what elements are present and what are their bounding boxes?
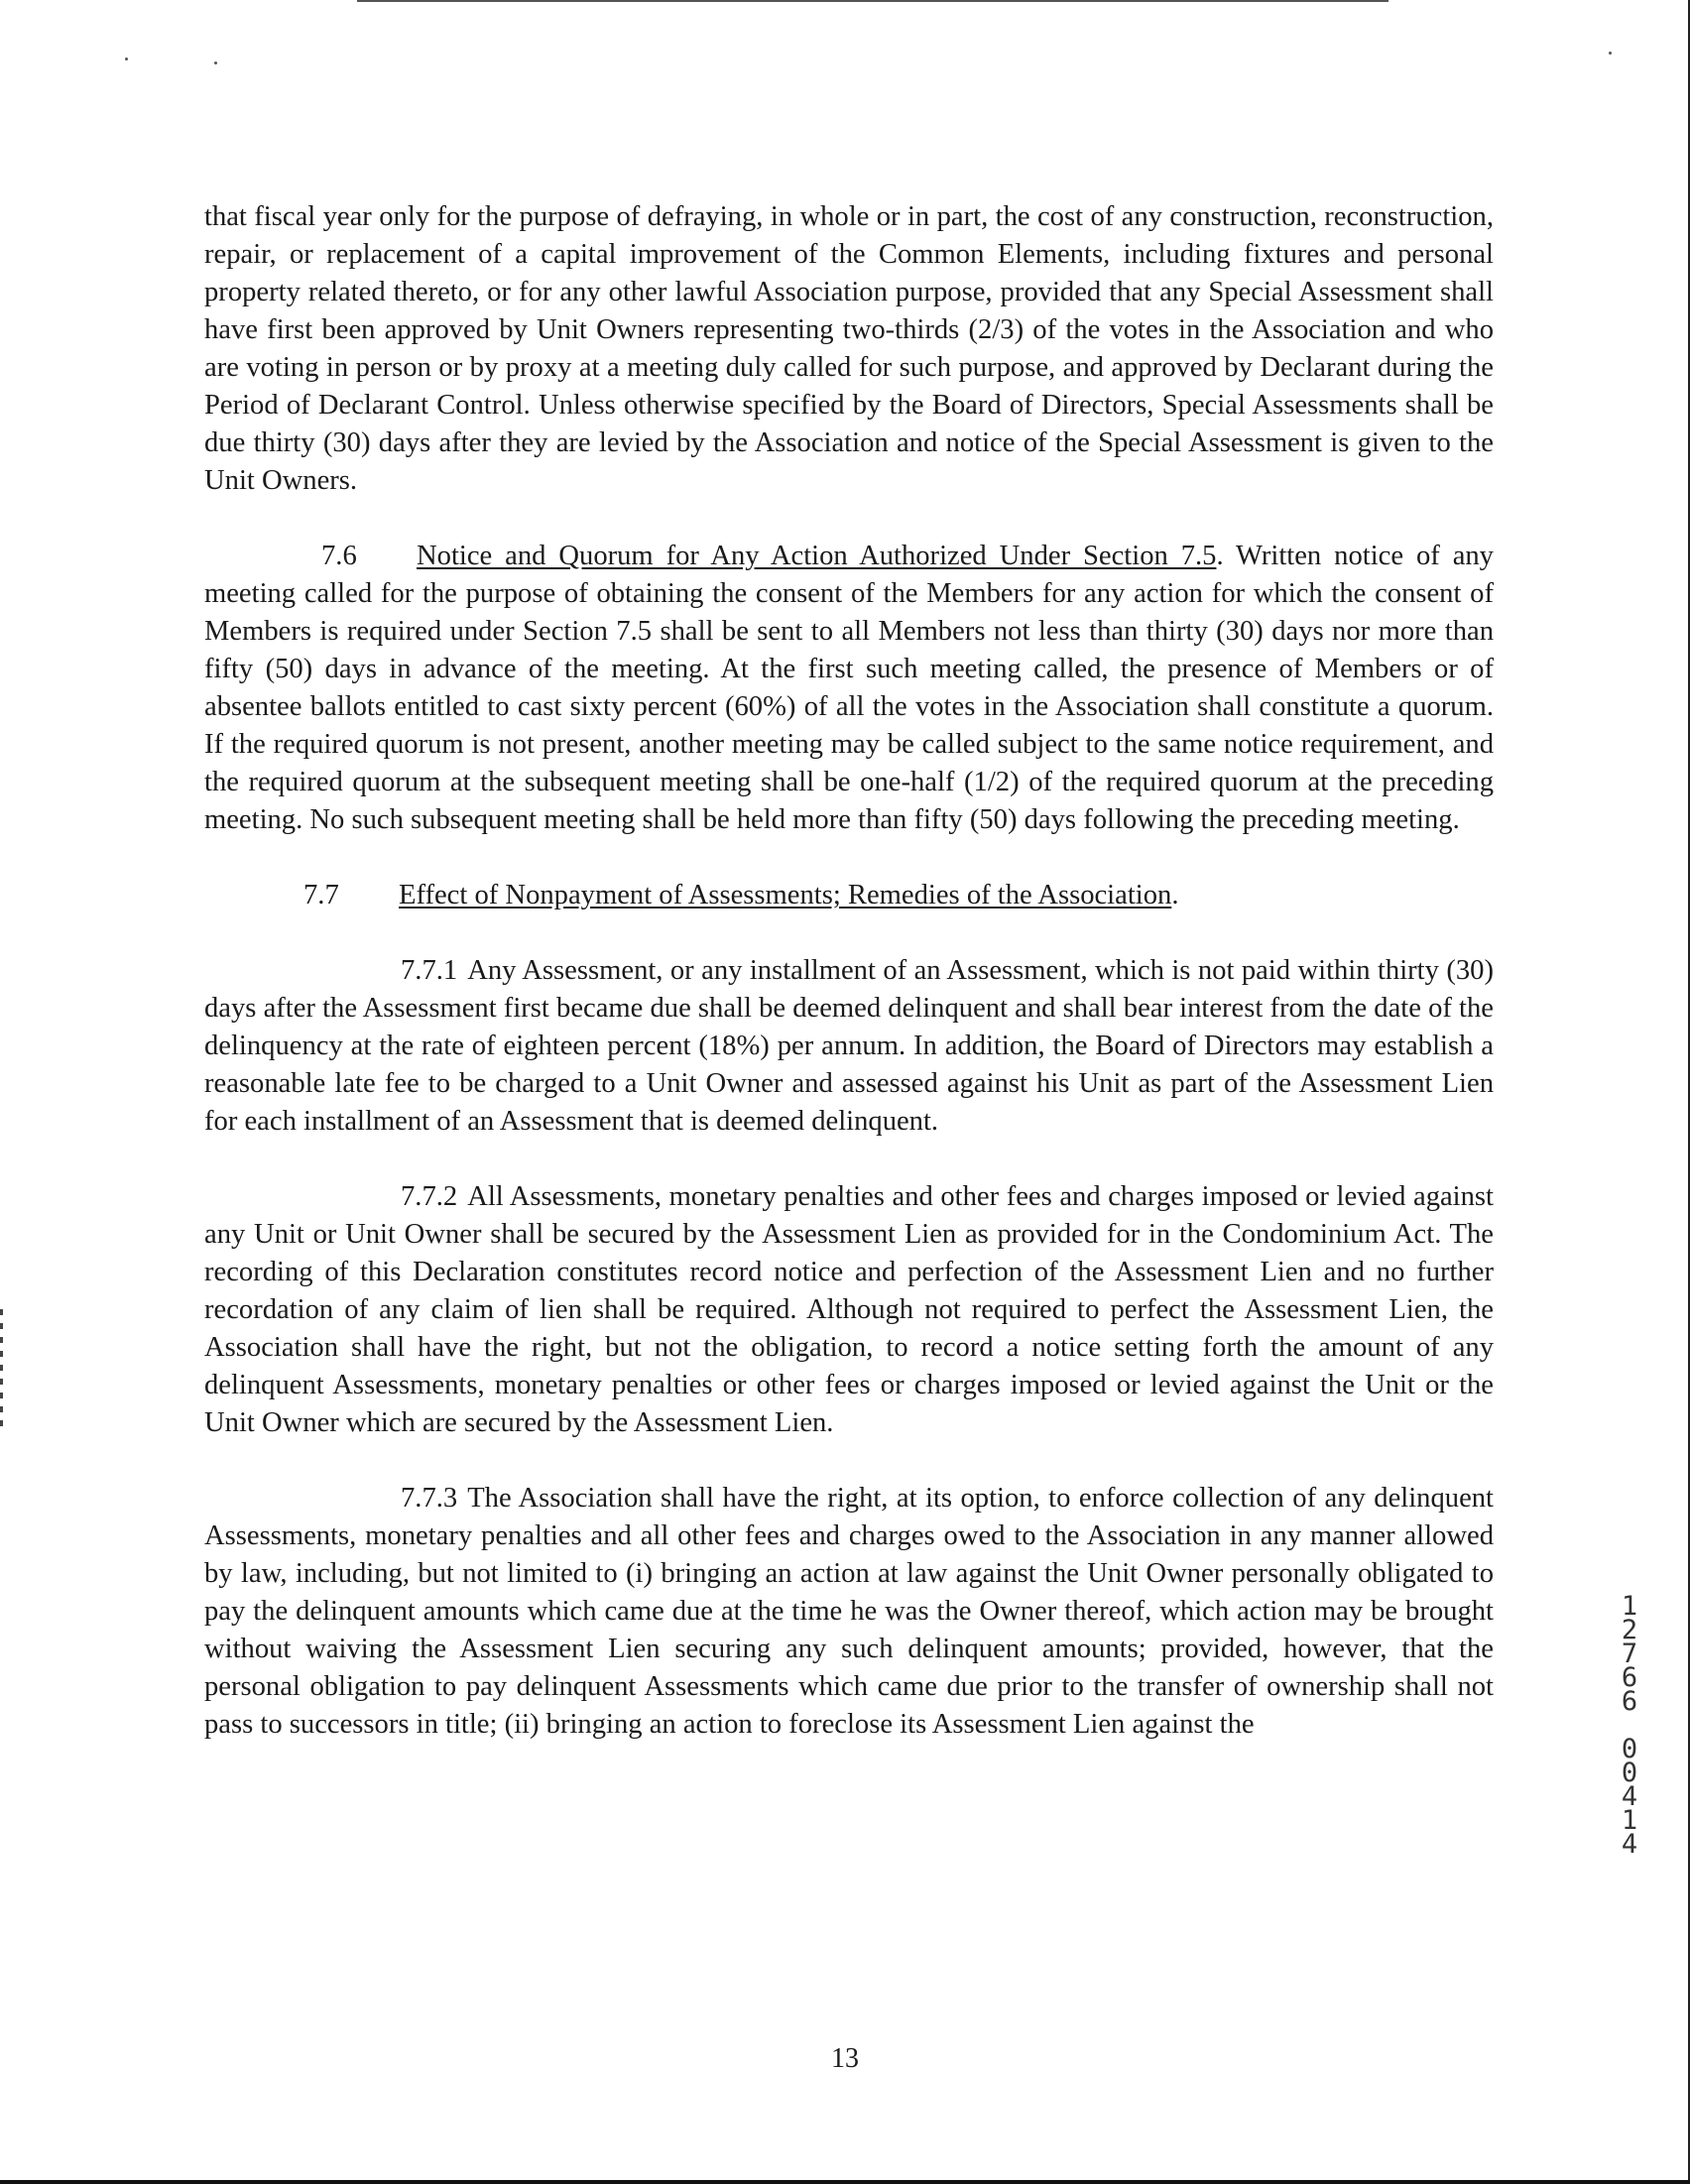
scan-edge-bottom [0,2180,1690,2184]
stamp-digit: 0 [1621,1758,1638,1788]
subsection-body: The Association shall have the right, at its option, to enforce collection of any delinquent Assessments, monetary penalties and all other fees and charges owed to the Association in any manner allowed by law, including, but not limited to (i) bringing an action at law against the Unit Owner personally obligated to pay the delinquent amounts which came due at the time he was the Owner thereof, which action may be brought without waiving the Assessment Lien securing any such delinquent amounts; provided, however, that the personal obligation to pay delinquent Assessments which came due prior to the transfer of ownership shall not pass to successors in title; (ii) bringing an action to foreclose its Assessment Lien against the [204,1483,1494,1740]
section-body: . Written notice of any meeting called for the purpose of obtaining the consent of the Members for any action for which the consent of Members is required under Section 7.5 shall be sent to all Members not less than thirty (30) days nor more than fifty (50) days in advance of the meeting. At the first such meeting called, the presence of Members or of absentee ballots entitled to cast sixty percent (60%) of all the votes in the Association shall constitute a quorum. If the required quorum is not present, another meeting may be called subject to the same notice requirement, and the required quorum at the subsequent meeting shall be one-half (1/2) of the required quorum at the preceding meeting. No such subsequent meeting shall be held more than fifty (50) days following the preceding meeting. [204,541,1494,835]
scan-edge-left [0,1309,3,1428]
scan-speck [214,61,217,64]
section-title: Effect of Nonpayment of Assessments; Remedies of the Association [399,880,1172,910]
subsection-number: 7.7.1 [401,955,458,986]
subsection-7-7-1 [204,952,1494,1141]
section-7-7 [303,877,1494,914]
scan-speck [125,58,128,61]
subsection-body: Any Assessment, or any installment of an Assessment, which is not paid within thirty (30) days after the Assessment first became due shall be deemed delinquent and shall bear interest from the date of the delinquency at the rate of eighteen percent (18%) per annum. In addition, the Board of Directors may establish a reasonable late fee to be charged to a Unit Owner and assessed against his Unit as part of the Assessment Lien for each installment of an Assessment that is deemed delinquent. [204,955,1494,1137]
section-number: 7.7 [303,880,339,910]
subsection-7-7-2 [204,1178,1494,1442]
recording-stamp [1615,1591,1644,1860]
subsection-number: 7.7.3 [401,1483,458,1514]
stamp-digit: 4 [1621,1829,1638,1860]
stamp-digit: 6 [1621,1686,1638,1717]
stamp-digit: 4 [1621,1781,1638,1812]
stamp-page-number [1615,1734,1644,1860]
stamp-digit: 6 [1621,1662,1638,1693]
stamp-book-number [1615,1591,1644,1717]
document-body [204,198,1494,1744]
stamp-digit: 0 [1621,1734,1638,1764]
continuation-paragraph: that fiscal year only for the purpose of defraying, in whole or in part, the cost of any construction, reconstruction, repair, or replacement of a capital improvement of the Common Elements, including fixtures and personal property related thereto, or for any other lawful Association purpose, provided that any Special Assessment shall have first been approved by Unit Owners representing two-thirds (2/3) of the votes in the Association and who are voting in person or by proxy at a meeting duly called for such purpose, and approved by Declarant during the Period of Declarant Control. Unless otherwise specified by the Board of Directors, Special Assessments shall be due thirty (30) days after they are levied by the Association and notice of the Special Assessment is given to the Unit Owners. [204,201,1494,496]
scan-edge-top [357,0,1388,2]
stamp-digit: 7 [1621,1638,1638,1669]
stamp-digit: 2 [1621,1615,1638,1645]
stamp-digit: 1 [1621,1805,1638,1836]
scan-speck [1609,52,1612,55]
stamp-digit: 1 [1621,1591,1638,1622]
subsection-number: 7.7.2 [401,1181,458,1212]
page-number: 13 [831,2043,859,2074]
section-title: Notice and Quorum for Any Action Authorized Under Section 7.5 [417,541,1217,571]
section-number: 7.6 [321,541,357,571]
section-title-period: . [1171,880,1179,910]
subsection-7-7-3 [204,1480,1494,1744]
subsection-body: All Assessments, monetary penalties and other fees and charges imposed or levied against any Unit or Unit Owner shall be secured by the Assessment Lien as provided for in the Condominium Act. The recording of this Declaration constitutes record notice and perfection of the Assessment Lien and no further recordation of any claim of lien shall be required. Although not required to perfect the Assessment Lien, the Association shall have the right, but not the obligation, to record a notice setting forth the amount of any delinquent Assessments, monetary penalties or other fees or charges imposed or levied against the Unit or the Unit Owner which are secured by the Assessment Lien. [204,1181,1494,1438]
section-7-6 [204,538,1494,839]
